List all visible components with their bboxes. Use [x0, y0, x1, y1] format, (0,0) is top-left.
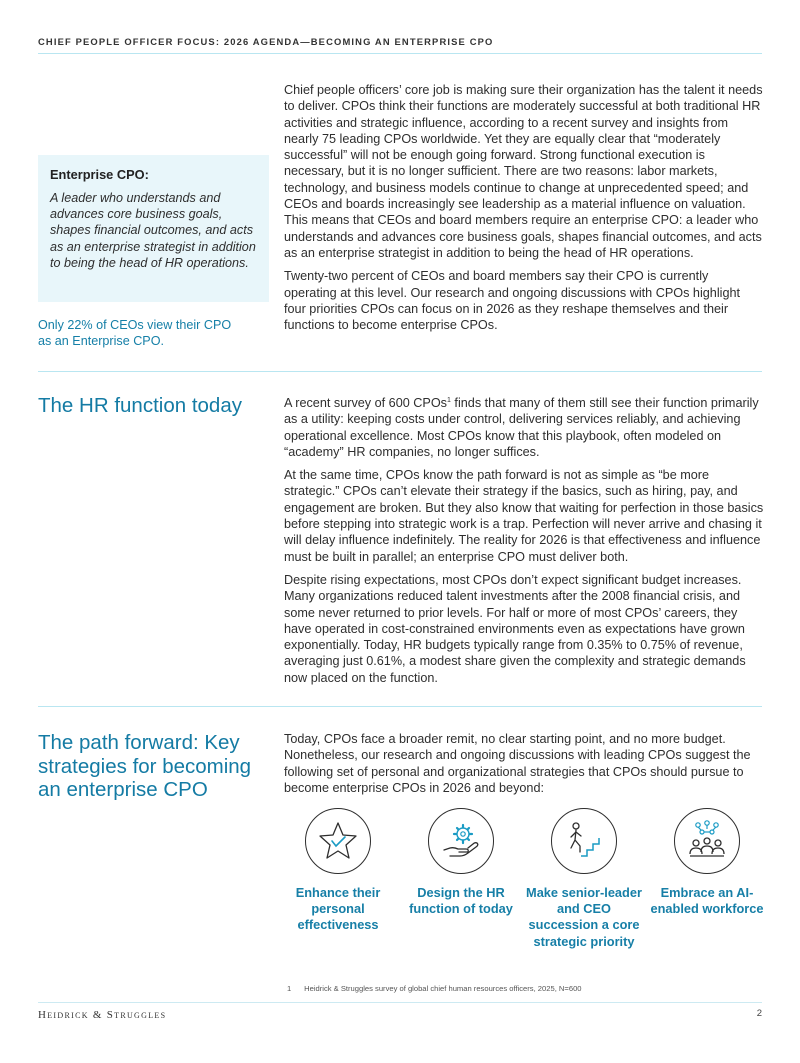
strategy-item: [524, 808, 644, 950]
footer-divider: [38, 1002, 762, 1003]
footnote-number: 1: [287, 984, 292, 993]
strategy-label: Embrace an AI-enabled workforce: [650, 885, 764, 917]
paragraph-text: finds that many of them still see their function primarily as a utility: keeping costs under control, delivering services reliably, and achieving operational excellence. Most CPOs know that this playbook, often modeled on “academy” HR companies, no longer suffices.: [284, 396, 759, 459]
section-title-hr-today: The HR function today: [38, 394, 242, 417]
hr-today-paragraph-1: [284, 395, 766, 460]
footnote: [287, 984, 582, 993]
strategy-label: Design the HR function of today: [409, 885, 513, 917]
intro-body: [284, 82, 764, 340]
footnote-reference: 1: [447, 396, 451, 404]
intro-paragraph-1: Chief people officers’ core job is making sure their organization has the talent it needs to deliver. CPOs think their functions are moderately successful at both traditional HR activities and strategic influence, according to a recent survey and insights from nearly 75 leading CPOs worldwide. Yet they are equally clear that “moderately successful” will not be enough going forward. Strong functional execution is necessary, but it is no longer sufficient. There are two reasons: labor markets, technology, and business models continue to change at unprecedented speed; and CEOs and boards increasingly see leadership as a material influence on valuation. This means that CEOs and board members require an enterprise CPO: a leader who understands and advances core business goals, shapes financial outcomes, and acts as an enterprise strategist in addition to being the head of HR operations.: [284, 83, 763, 260]
hr-today-body: [284, 395, 766, 693]
callout-title: Enterprise CPO:: [50, 167, 149, 182]
strategy-label: Enhance their personal effectiveness: [295, 885, 381, 933]
strategy-item: [401, 808, 521, 917]
header-divider: [38, 53, 762, 54]
strategy-item: [278, 808, 398, 934]
definition-callout-box: [38, 155, 269, 302]
path-forward-body: [284, 731, 764, 803]
intro-paragraph-2: Twenty-two percent of CEOs and board members say their CPO is currently operating at this level. Our research and ongoing discussions with CPOs highlight four priorities CPOs can focus on in 2026 as they reshape themselves and their functions to become enterprise CPOs.: [284, 269, 741, 333]
hand-gear-icon: [428, 808, 494, 874]
company-logo: Heidrick & Struggles: [38, 1009, 167, 1021]
section-title-path-forward: The path forward: Key strategies for becoming an enterprise CPO: [38, 731, 252, 801]
team-network-icon: [674, 808, 740, 874]
section-divider: [38, 371, 762, 372]
page-number: 2: [756, 1008, 762, 1019]
hr-today-paragraph-3: Despite rising expectations, most CPOs don’t expect significant budget increases. Many organizations reduced talent investments after the 2008 financial crisis, and some never returned to prior levels. For half or more of most CPOs’ careers, they have operated in cost-constrained environments even as expectations have grown exponentially. Today, HR budgets typically range from 0.35% to 0.75% of revenue, averaging just 0.61%, a modest share given the complexity and strategic demands now placed on the function.: [284, 572, 746, 685]
footnote-text: Heidrick & Struggles survey of global chief human resources officers, 2025, N=600: [304, 984, 582, 993]
star-icon: [305, 808, 371, 874]
strategy-label: Make senior-leader and CEO succession a core strategic priority: [526, 885, 642, 949]
hr-today-paragraph-2: At the same time, CPOs know the path forward is not as simple as “be more strategic.” CPOs can’t elevate their strategy if the basics, such as hiring, pay, and engagement are broken. But they also know that waiting for perfection in those basics before stepping into strategic work is a trap. Perfection will never arrive and chasing it will delay influence indefinitely. The reality for 2026 is that effectiveness and influence must be built in parallel; an enterprise CPO must deliver both.: [284, 468, 764, 564]
strategy-item: [647, 808, 767, 917]
section-divider: [38, 706, 762, 707]
callout-body: A leader who understands and advances core business goals, shapes financial outcomes, and acts as an enterprise strategist in addition to being the head of HR operations.: [50, 191, 256, 270]
strategy-icon-row: [0, 808, 800, 958]
person-climbing-stairs-icon: [551, 808, 617, 874]
stat-callout: Only 22% of CEOs view their CPO as an Enterprise CPO.: [38, 318, 232, 349]
running-header-title: CHIEF PEOPLE OFFICER FOCUS: 2026 AGENDA—BECOMING AN ENTERPRISE CPO: [38, 36, 494, 47]
path-forward-paragraph: Today, CPOs face a broader remit, no clear starting point, and no more budget. Nonetheless, our research and ongoing discussions with leading CPOs suggest the following set of personal and organizational strategies that CPOs should pursue to become enterprise CPOs in 2026 and beyond:: [284, 732, 751, 795]
paragraph-text: A recent survey of 600 CPOs: [284, 396, 448, 410]
